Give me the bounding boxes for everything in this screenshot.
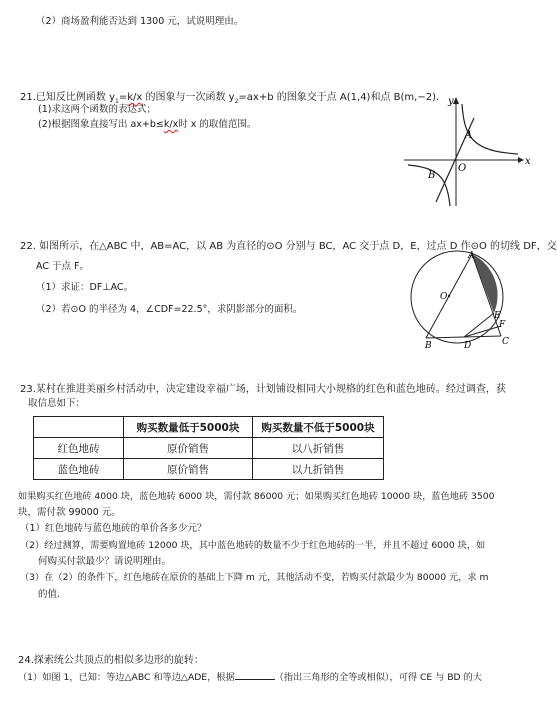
label-A: A xyxy=(468,251,475,261)
q21-part1: (1)求这两个函数的表达式； xyxy=(38,104,156,115)
table-header-cell xyxy=(34,417,124,438)
q23-part2-line1: （2）经过测算，需要购置地砖 12000 块，其中蓝色地砖的数量不少于红色地砖的一半，并且不超过 6000 块，如 xyxy=(20,540,486,551)
table-header-cell: 购买数量不低于5000块 xyxy=(253,417,384,438)
table-header-cell: 购买数量低于5000块 xyxy=(124,417,253,438)
q21-stem-a: 21.已知反比例函数 y xyxy=(20,92,115,103)
price-table xyxy=(33,416,384,480)
table-cell: 蓝色地砖 xyxy=(34,459,124,480)
q24-part1-b: （指出三角形的全等或相似），可得 CE 与 BD 的大 xyxy=(274,672,482,683)
x-axis-arrow-icon xyxy=(518,157,524,163)
q21-part2-b: 时 x 的取值范围。 xyxy=(178,119,257,130)
label-D: D xyxy=(464,341,472,351)
table-cell: 红色地砖 xyxy=(34,438,124,459)
q21-part2-kx: k/x xyxy=(163,119,179,130)
label-O: O xyxy=(440,292,448,302)
q23-stem-line2: 取信息如下： xyxy=(28,398,86,409)
q20-part2: （2）商场盈利能否达到 1300 元，试说明理由。 xyxy=(36,16,244,27)
q21-function-graph xyxy=(400,92,530,210)
label-E: E xyxy=(494,311,501,321)
q21-stem-c: 的图象与一次函数 y xyxy=(142,92,235,103)
q21-part2 xyxy=(38,116,256,130)
label-F: F xyxy=(499,320,506,330)
shaded-region xyxy=(472,254,498,313)
answer-blank[interactable] xyxy=(235,670,275,680)
label-C: C xyxy=(502,337,509,347)
q22-part1: （1）求证：DF⊥AC。 xyxy=(36,282,134,293)
q22-stem-line1: 22. 如图所示，在△ABC 中，AB=AC，以 AB 为直径的⊙O 分别与 BC，AC 交于点 D，E，过点 D 作⊙O 的切线 DF，交 xyxy=(20,241,557,252)
q21-stem-sub2: 2 xyxy=(234,98,239,105)
q23-para-line1: 如果购买红色地砖 4000 块，蓝色地砖 6000 块，需付款 86000 元；如果购买红色地砖 10000 块，蓝色地砖 3500 xyxy=(18,491,495,502)
q21-stem-d: =ax+b 的图象交于点 A(1,4)和点 B(m,−2). xyxy=(238,92,440,103)
center-point xyxy=(448,295,450,297)
q21-stem-kx: k/x xyxy=(127,92,143,103)
label-B: B xyxy=(428,170,436,181)
q23-part3-line1: （3）在（2）的条件下，红色地砖在原价的基础上下降 m 元，其他活动不变，若购买付款最少为 80000 元，求 m xyxy=(20,572,489,583)
table-header-row xyxy=(34,417,384,438)
table-cell: 以八折销售 xyxy=(253,438,384,459)
q22-part2: （2）若⊙O 的半径为 4，∠CDF=22.5°，求阴影部分的面积。 xyxy=(36,304,303,315)
label-A: A xyxy=(465,130,473,141)
q23-part1: （1）红色地砖与蓝色地砖的单价各多少元？ xyxy=(20,523,207,534)
q24-part1-a: （1）如图 1，已知：等边△ABC 和等边△ADE，根据 xyxy=(18,672,235,683)
table-row xyxy=(34,438,384,459)
y-axis-arrow-icon xyxy=(453,97,459,104)
table-cell: 以九折销售 xyxy=(253,459,384,480)
label-B: B xyxy=(425,341,432,351)
hyperbola-branch-1 xyxy=(462,104,518,154)
q23-part2-line2: 何购买付款最少？请说明理由。 xyxy=(38,556,172,567)
q21-part2-a: (2)根据图象直接写出 ax+b≤ xyxy=(38,119,164,130)
q23-part3-line2: 的值. xyxy=(38,589,61,600)
q23-para-line2: 块，需付款 99000 元。 xyxy=(18,507,121,518)
table-row xyxy=(34,459,384,480)
q22-circle-figure xyxy=(402,249,522,355)
table-cell: 原价销售 xyxy=(124,438,253,459)
segment-DE xyxy=(464,313,494,337)
table-cell: 原价销售 xyxy=(124,459,253,480)
q24-part1 xyxy=(18,669,482,683)
q22-stem-line2: AC 于点 F。 xyxy=(36,261,89,272)
segment-BC xyxy=(426,336,501,338)
q24-title: 24.探索统公共顶点的相似多边形的旋转： xyxy=(18,655,204,666)
label-x: x xyxy=(525,156,531,167)
q21-stem-sub1: 1 xyxy=(115,98,119,105)
q21-stem-b: = xyxy=(118,92,128,103)
label-y: y xyxy=(448,96,454,107)
label-O: O xyxy=(458,163,467,174)
q23-stem-line1: 23.某村在推进美丽乡村活动中，决定建设幸福广场，计划铺设相同大小规格的红色和蓝色地砖。经过调查，获 xyxy=(20,384,506,395)
